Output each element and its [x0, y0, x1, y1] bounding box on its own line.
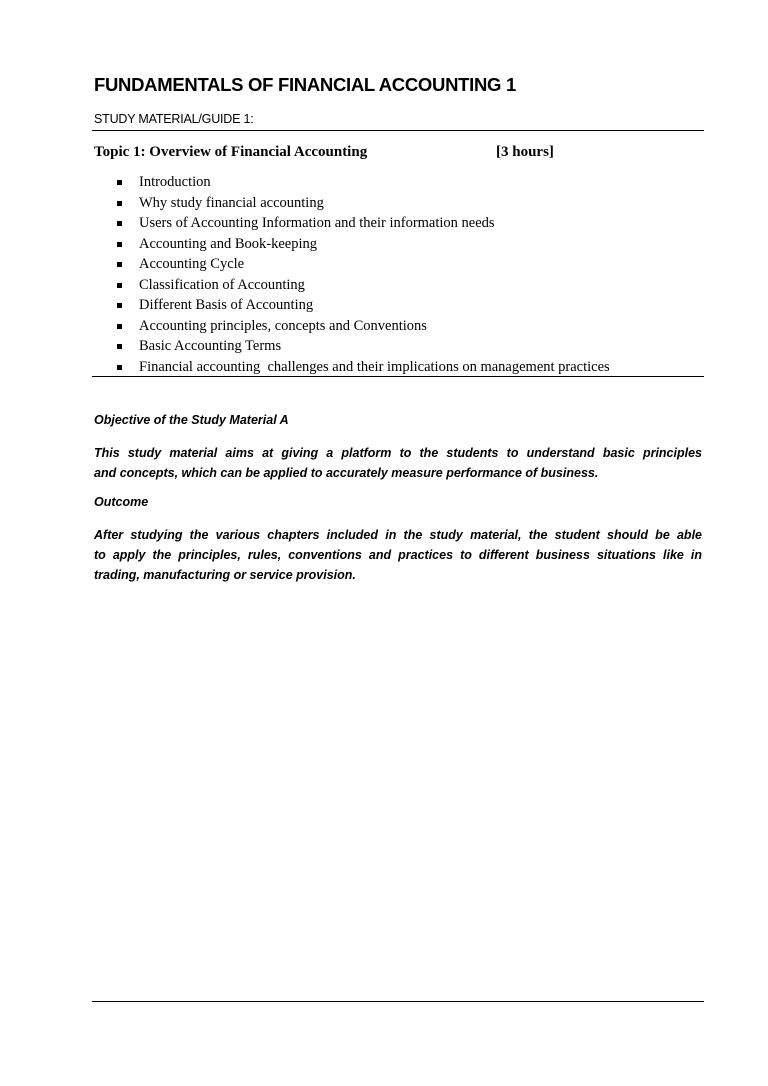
list-item-text: Accounting and Book-keeping [139, 235, 317, 252]
objective-heading: Objective of the Study Material A [94, 413, 289, 427]
square-bullet-icon [117, 283, 122, 288]
list-item-text: Accounting Cycle [139, 256, 245, 272]
list-item-text: Basic Accounting Terms [139, 338, 282, 354]
list-item [114, 234, 610, 255]
document-title: FUNDAMENTALS OF FINANCIAL ACCOUNTING 1 [94, 74, 516, 95]
outcome-heading: Outcome [94, 495, 149, 509]
list-item-text: Financial accounting challenges and their implications on management practices [139, 358, 610, 375]
list-item [114, 213, 610, 234]
square-bullet-icon [117, 180, 122, 185]
topic-title: Topic 1: Overview of Financial Accounting [94, 144, 368, 160]
study-guide-label: STUDY MATERIAL/GUIDE 1: [94, 112, 254, 126]
list-item [114, 336, 610, 357]
objective-paragraph [94, 443, 702, 483]
square-bullet-icon [117, 344, 122, 349]
list-item [114, 193, 610, 214]
square-bullet-icon [117, 262, 122, 267]
list-item [114, 357, 610, 378]
list-item-text: Classification of Accounting [139, 276, 305, 293]
list-item-text: Users of Accounting Information and their information needs [139, 215, 495, 231]
objective-line: This study material aims at giving a platform to the students to understand basic principles [94, 446, 702, 460]
list-item [114, 295, 610, 316]
objective-line: and concepts, which can be applied to accurately measure performance of business. [94, 466, 599, 480]
topic-list [114, 172, 610, 377]
top-divider [92, 130, 704, 131]
square-bullet-icon [117, 365, 122, 370]
list-item-text: Different Basis of Accounting [139, 297, 314, 313]
list-item [114, 254, 610, 275]
outcome-line: trading, manufacturing or service provision. [94, 568, 356, 582]
topic-divider [92, 376, 704, 377]
list-item [114, 275, 610, 296]
square-bullet-icon [117, 221, 122, 226]
topic-hours: [3 hours] [496, 144, 554, 160]
list-item-text: Why study financial accounting [139, 194, 324, 211]
square-bullet-icon [117, 303, 122, 308]
list-item-text: Accounting principles, concepts and Conventions [139, 317, 427, 334]
list-item-text: Introduction [139, 174, 211, 190]
square-bullet-icon [117, 201, 122, 206]
list-item [114, 316, 610, 337]
footer-divider [92, 1001, 704, 1002]
square-bullet-icon [117, 324, 122, 329]
list-item [114, 172, 610, 193]
square-bullet-icon [117, 242, 122, 247]
outcome-line: to apply the principles, rules, conventions and practices to different business situations like in [94, 548, 702, 562]
outcome-line: After studying the various chapters included in the study material, the student should be able [94, 528, 702, 542]
outcome-paragraph [94, 525, 702, 585]
